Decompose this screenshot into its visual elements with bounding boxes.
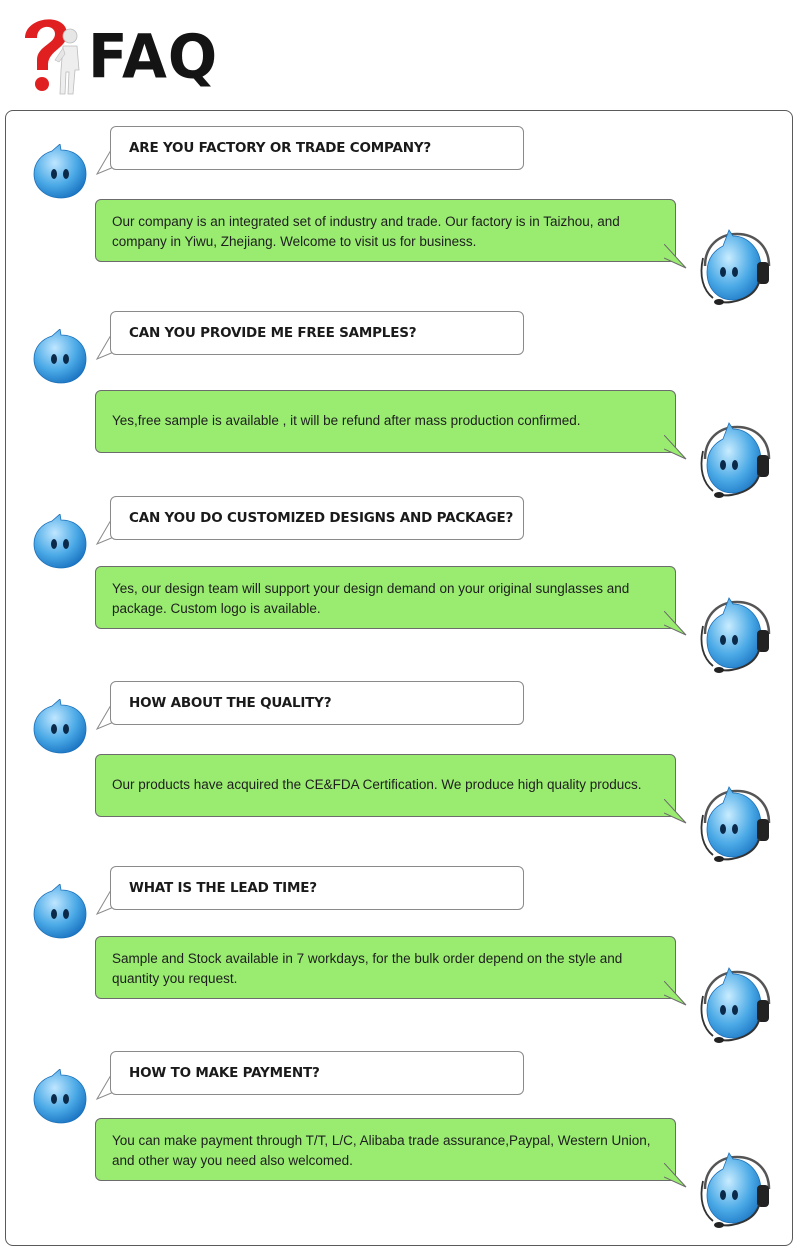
headset-mascot-icon	[695, 421, 779, 503]
question-text: CAN YOU DO CUSTOMIZED DESIGNS AND PACKAGE?	[129, 510, 514, 526]
question-bubble	[110, 496, 524, 540]
answer-text: Yes, our design team will support your design demand on your original sunglasses and package. Custom logo is available.	[112, 581, 630, 616]
answer-bubble	[95, 936, 676, 999]
question-bubble	[110, 126, 524, 170]
answer-bubble	[95, 754, 676, 817]
chat-mascot-icon	[30, 699, 92, 755]
headset-mascot-icon	[695, 966, 779, 1048]
answer-text: Yes,free sample is available , it will be refund after mass production confirmed.	[112, 413, 581, 428]
headset-mascot-icon	[695, 785, 779, 867]
answer-bubble	[95, 1118, 676, 1181]
faq-item	[0, 1051, 800, 1236]
question-bubble	[110, 311, 524, 355]
chat-mascot-icon	[30, 884, 92, 940]
faq-header	[0, 0, 800, 105]
chat-mascot-icon	[30, 144, 92, 200]
answer-bubble-tail	[664, 1163, 688, 1189]
faq-item	[0, 496, 800, 681]
answer-text: Our products have acquired the CE&FDA Certification. We produce high quality producs.	[112, 777, 642, 792]
headset-mascot-icon	[695, 228, 779, 310]
faq-item	[0, 126, 800, 311]
answer-text: Our company is an integrated set of industry and trade. Our factory is in Taizhou, and company in Yiwu, Zhejiang. Welcome to visit us for business.	[112, 214, 620, 249]
question-bubble	[110, 1051, 524, 1095]
question-bubble	[110, 866, 524, 910]
faq-item	[0, 681, 800, 866]
question-text: HOW TO MAKE PAYMENT?	[129, 1065, 320, 1081]
answer-bubble-tail	[664, 611, 688, 637]
headset-mascot-icon	[695, 596, 779, 678]
question-text: HOW ABOUT THE QUALITY?	[129, 695, 332, 711]
answer-bubble-tail	[664, 244, 688, 270]
page-title: FAQ	[88, 20, 219, 93]
answer-bubble-tail	[664, 799, 688, 825]
answer-bubble	[95, 199, 676, 262]
question-mark-figure-icon	[15, 8, 85, 100]
answer-bubble	[95, 390, 676, 453]
question-text: ARE YOU FACTORY OR TRADE COMPANY?	[129, 140, 432, 156]
answer-text: Sample and Stock available in 7 workdays, for the bulk order depend on the style and quantity you request.	[112, 951, 623, 986]
answer-text: You can make payment through T/T, L/C, Alibaba trade assurance,Paypal, Western Union, and other way you need also welcomed.	[112, 1133, 651, 1168]
chat-mascot-icon	[30, 329, 92, 385]
answer-bubble-tail	[664, 435, 688, 461]
question-text: WHAT IS THE LEAD TIME?	[129, 880, 317, 896]
question-bubble	[110, 681, 524, 725]
chat-mascot-icon	[30, 514, 92, 570]
answer-bubble-tail	[664, 981, 688, 1007]
faq-item	[0, 866, 800, 1051]
answer-bubble	[95, 566, 676, 629]
question-text: CAN YOU PROVIDE ME FREE SAMPLES?	[129, 325, 417, 341]
faq-item	[0, 311, 800, 496]
chat-mascot-icon	[30, 1069, 92, 1125]
headset-mascot-icon	[695, 1151, 779, 1233]
